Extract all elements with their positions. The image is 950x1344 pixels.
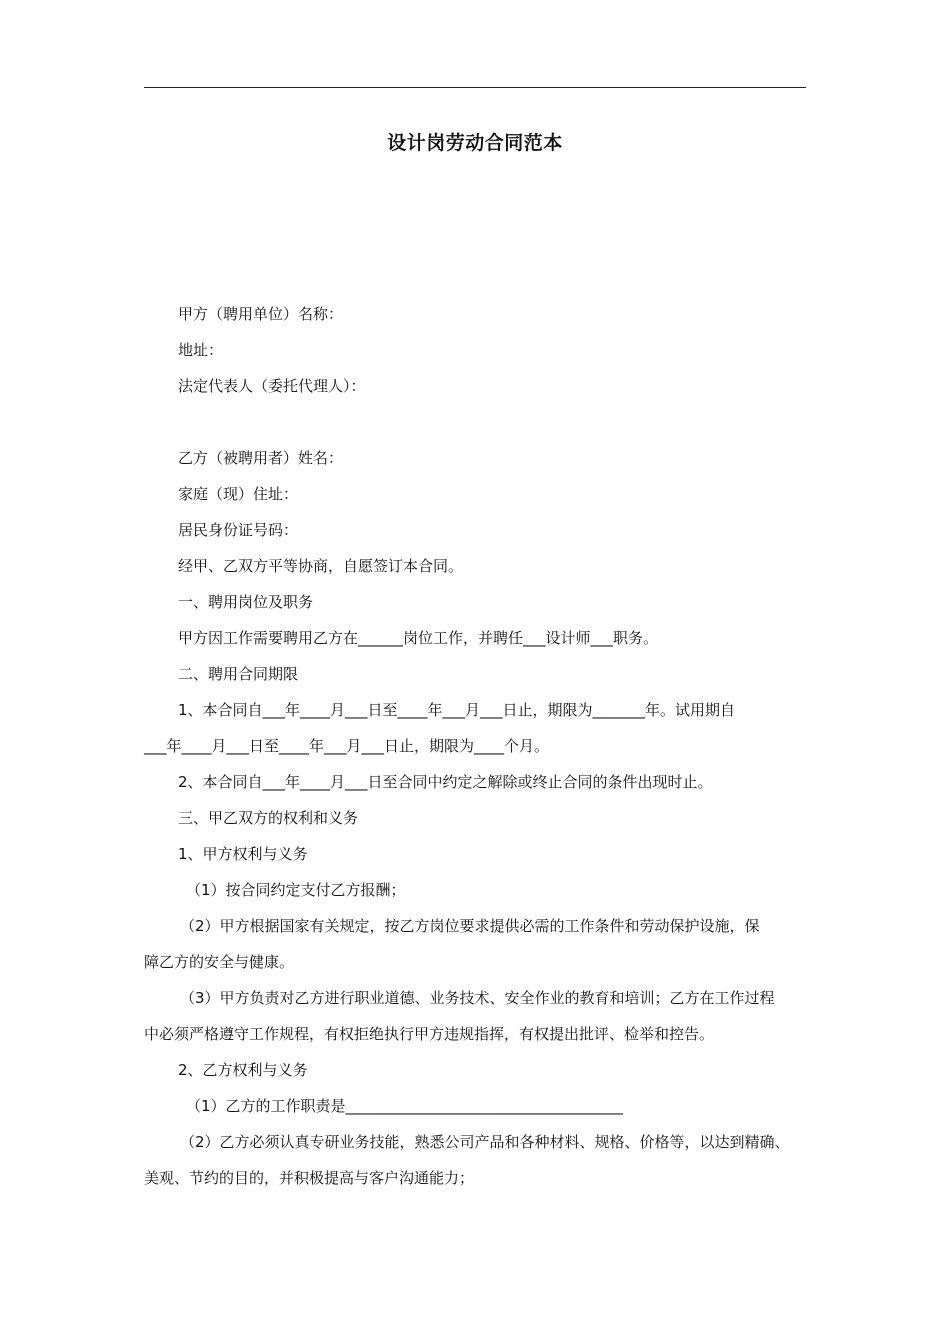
party-b-rights-heading: 2、乙方权利与义务 xyxy=(178,1061,308,1079)
party-a-address-label: 地址： xyxy=(178,341,224,359)
section2-item2: 2、本合同自___年____月___日至合同中约定之解除或终止合同的条件出现时止。 xyxy=(178,773,713,791)
header-rule xyxy=(144,87,806,88)
party-a-item1: （1）按合同约定支付乙方报酬； xyxy=(186,881,406,899)
party-a-item3-line2: 中必须严格遵守工作规程，有权拒绝执行甲方违规指挥，有权提出批评、检举和控告。 xyxy=(144,1025,715,1043)
party-b-id-number-label: 居民身份证号码： xyxy=(178,521,299,539)
party-a-item2-line1: （2）甲方根据国家有关规定，按乙方岗位要求提供必需的工作条件和劳动保护设施，保 xyxy=(180,917,760,935)
party-b-name-label: 乙方（被聘用者）姓名： xyxy=(178,449,344,467)
party-a-item3-line1: （3）甲方负责对乙方进行职业道德、业务技术、安全作业的教育和培训；乙方在工作过程 xyxy=(180,989,775,1007)
document-title: 设计岗劳动合同范本 xyxy=(387,132,563,154)
party-b-item1: （1）乙方的工作职责是_____________________________________ xyxy=(186,1097,624,1115)
section2-item1-line2: ___年____月___日至____年___月___日止，期限为____个月。 xyxy=(144,737,550,755)
party-b-home-address-label: 家庭（现）住址： xyxy=(178,485,299,503)
section1-text: 甲方因工作需要聘用乙方在______岗位工作，并聘任___设计师___职务。 xyxy=(178,629,659,647)
party-b-item2-line2: 美观、节约的目的，并积极提高与客户沟通能力； xyxy=(144,1169,475,1187)
party-a-item2-line2: 障乙方的安全与健康。 xyxy=(144,953,295,971)
party-a-name-label: 甲方（聘用单位）名称： xyxy=(178,305,344,323)
section3-heading: 三、甲乙双方的权利和义务 xyxy=(178,809,359,827)
preamble-text: 经甲、乙双方平等协商，自愿签订本合同。 xyxy=(178,557,464,575)
party-b-item2-line1: （2）乙方必须认真专研业务技能，熟悉公司产品和各种材料、规格、价格等，以达到精确、 xyxy=(180,1133,790,1151)
party-a-representative-label: 法定代表人（委托代理人）： xyxy=(178,377,366,395)
section2-heading: 二、聘用合同期限 xyxy=(178,665,299,683)
party-a-rights-heading: 1、甲方权利与义务 xyxy=(178,845,308,863)
section2-item1-line1: 1、本合同自___年____月___日至____年___月___日止，期限为_______年。试用期自 xyxy=(178,701,736,719)
section1-heading: 一、聘用岗位及职务 xyxy=(178,593,314,611)
